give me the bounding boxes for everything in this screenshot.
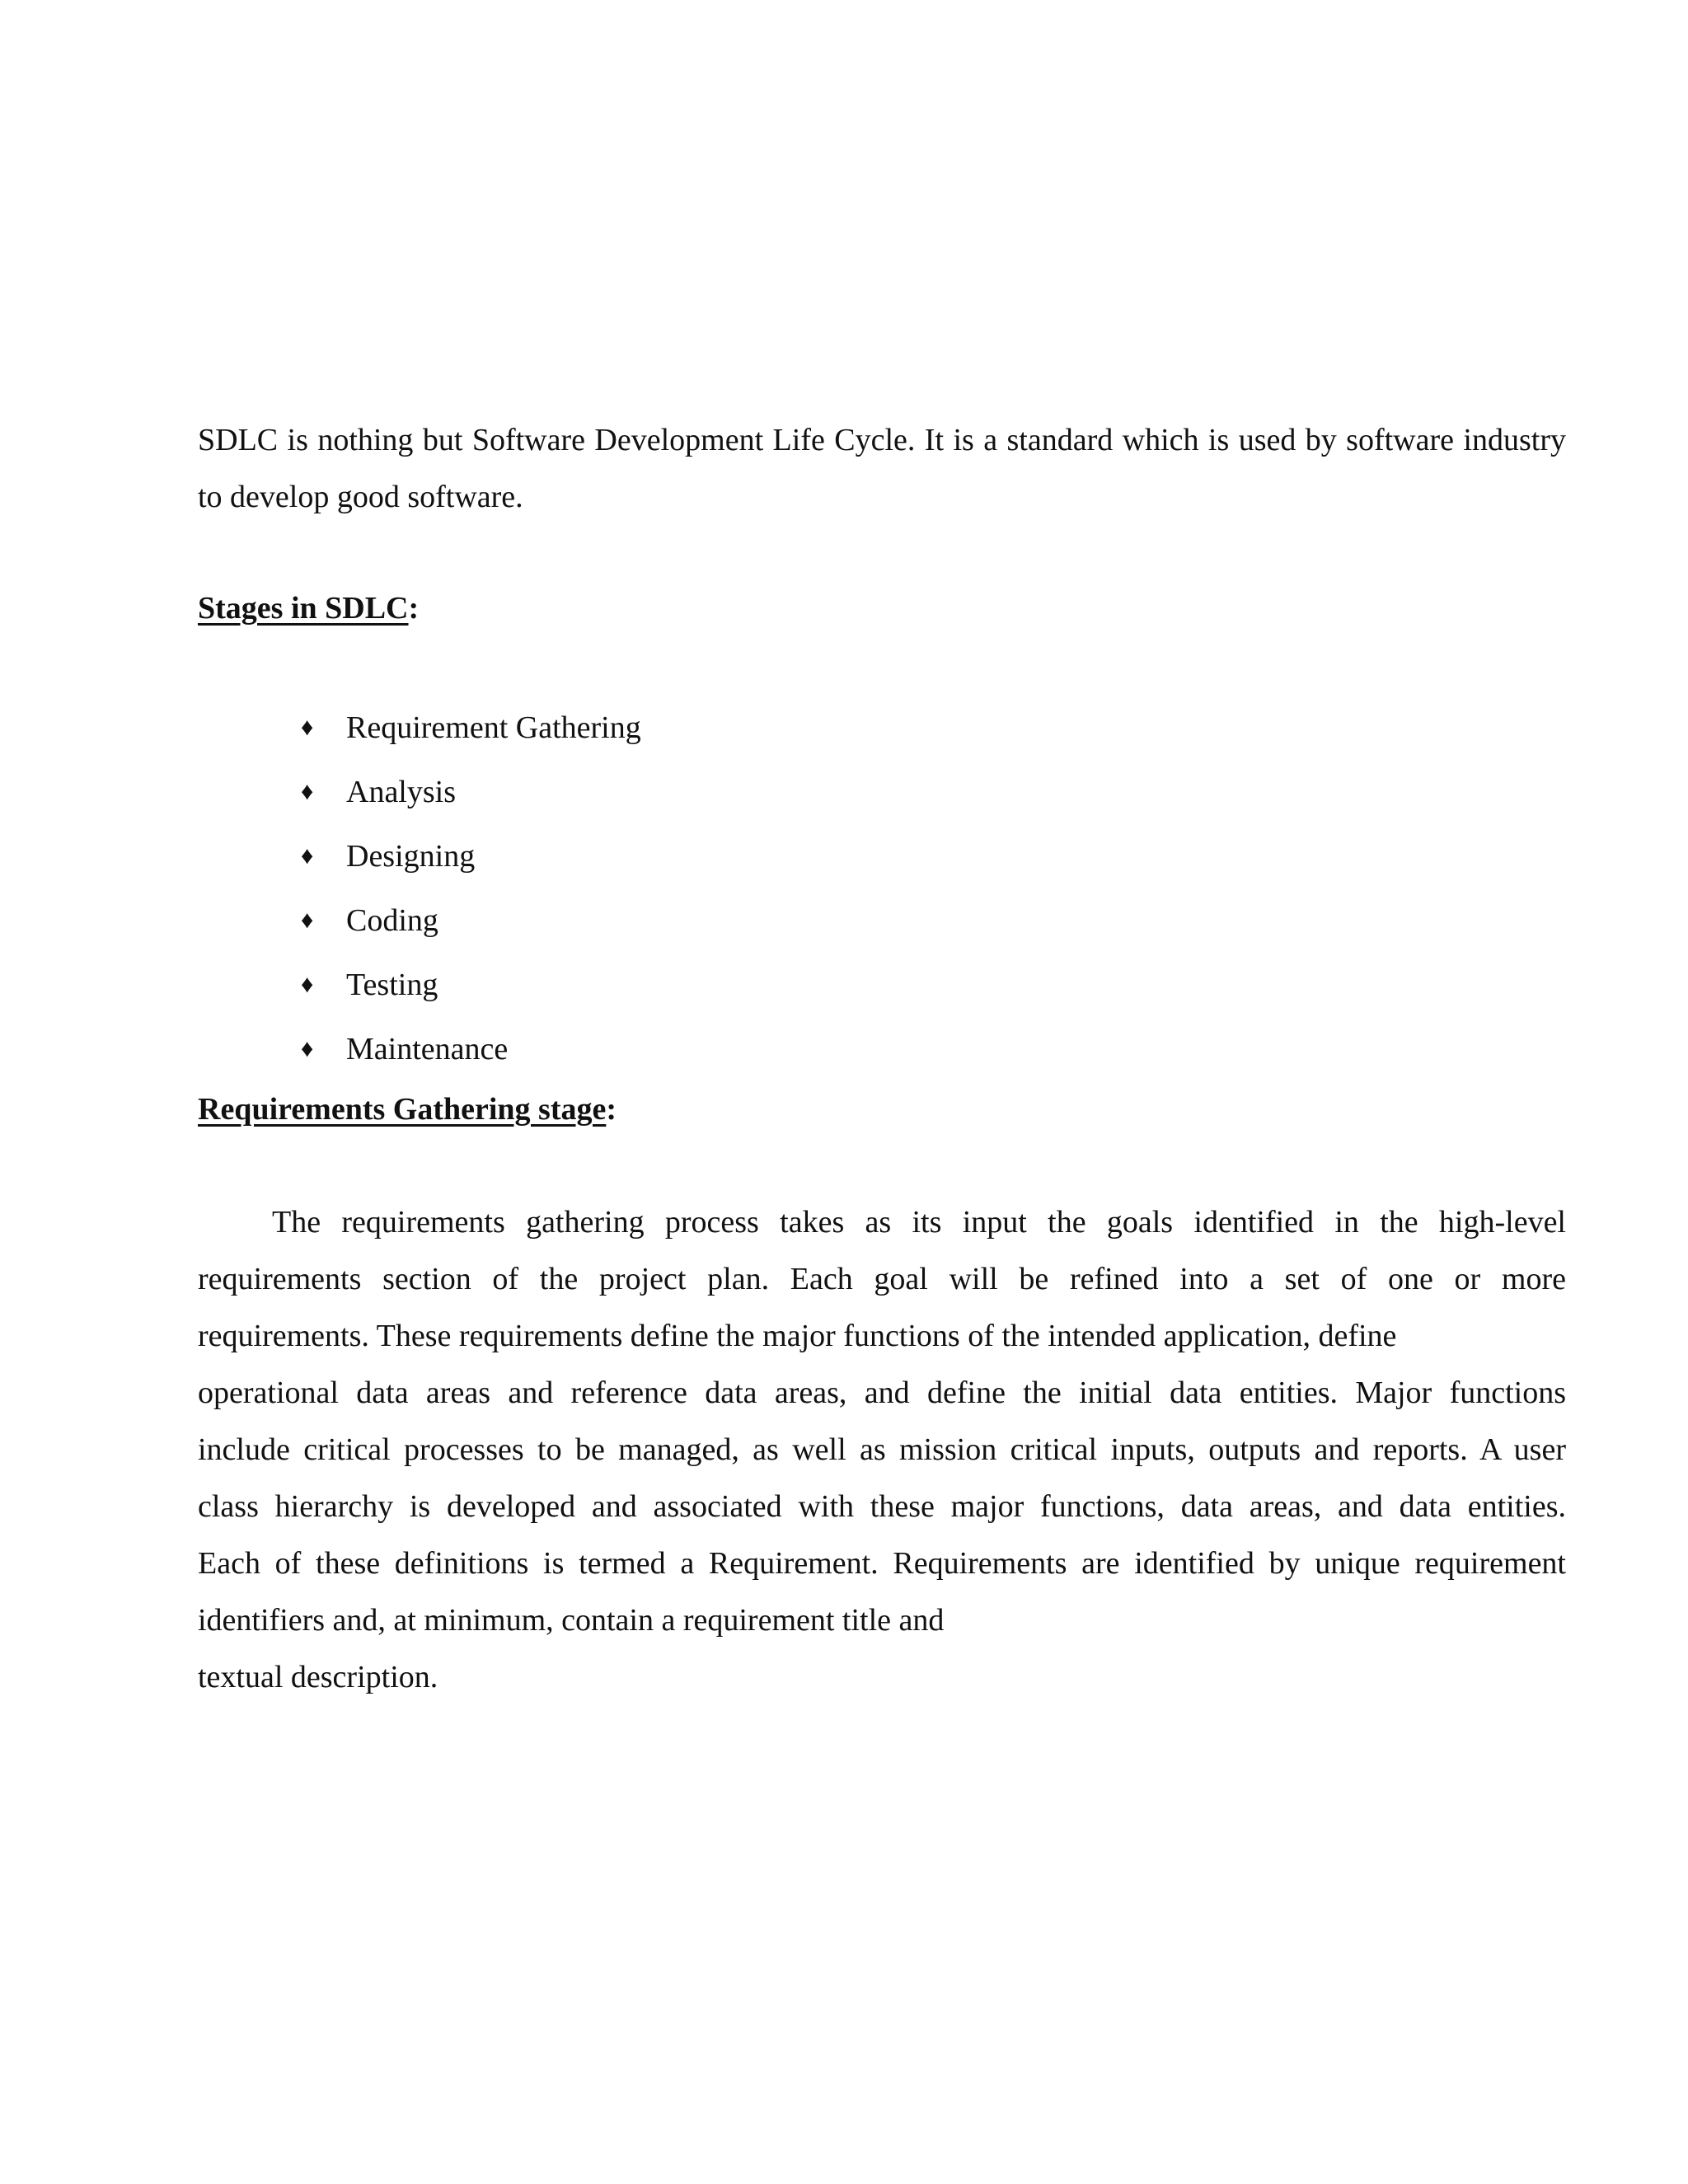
paragraph-line: include critical processes to be managed, as well as mission critical inputs, outputs and reports. A user [198,1432,1566,1467]
paragraph-line: requirements. These requirements define the major functions of the intended application, define [198,1319,1397,1353]
stage-label: Maintenance [346,1032,509,1066]
diamond-bullet-icon: ♦ [301,907,314,934]
list-item [301,1017,1566,1081]
stage-label: Analysis [346,775,456,809]
requirements-heading-label: Requirements Gathering stage [198,1092,607,1127]
list-item [301,953,1566,1017]
diamond-bullet-icon: ♦ [301,714,314,741]
stage-label: Testing [346,968,438,1002]
list-item [301,760,1566,824]
requirements-heading [198,1081,1566,1138]
document-content [198,412,1566,1706]
paragraph-line: The requirements gathering process takes as its input the goals identified in the high-level [272,1205,1566,1240]
diamond-bullet-icon: ♦ [301,842,314,869]
list-item [301,888,1566,953]
paragraph-line: Each of these definitions is termed a Requirement. Requirements are identified by unique requirement [198,1546,1566,1581]
paragraph-line: requirements section of the project plan. Each goal will be refined into a set of one or more [198,1262,1566,1296]
paragraph-line: operational data areas and reference data areas, and define the initial data entities. Major functions [198,1376,1566,1410]
stages-heading [198,580,1566,637]
list-item [301,824,1566,888]
stages-heading-colon: : [408,591,420,626]
paragraph-line: class hierarchy is developed and associated with these major functions, data areas, and data entities. [198,1489,1566,1524]
requirements-paragraph [198,1194,1566,1706]
paragraph-line: identifiers and, at minimum, contain a requirement title and [198,1603,945,1638]
paragraph-line: textual description. [198,1660,438,1694]
diamond-bullet-icon: ♦ [301,971,314,998]
diamond-bullet-icon: ♦ [301,778,314,805]
stage-label: Coding [346,903,438,938]
stages-list [198,696,1566,1081]
requirements-heading-colon: : [606,1092,617,1127]
intro-paragraph: SDLC is nothing but Software Development Life Cycle. It is a standard which is used by software industry to develop good software. [198,423,1566,514]
list-item [301,696,1566,760]
stages-heading-label: Stages in SDLC [198,591,409,626]
diamond-bullet-icon: ♦ [301,1035,314,1062]
stage-label: Requirement Gathering [346,710,641,745]
stage-label: Designing [346,839,476,874]
